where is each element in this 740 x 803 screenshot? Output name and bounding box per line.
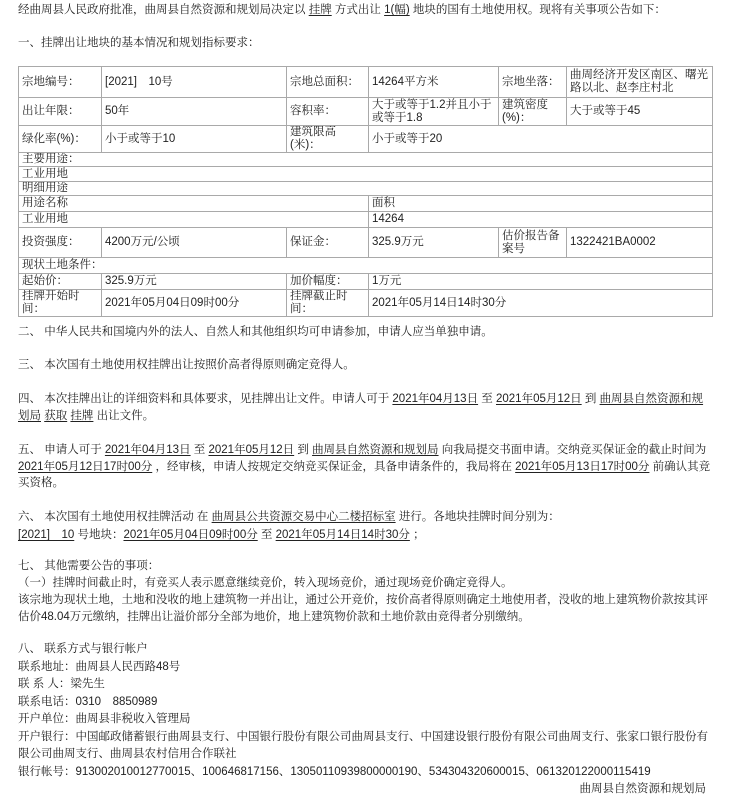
land-info-table — [18, 66, 713, 317]
contact-label: 联系电话： — [18, 695, 76, 708]
office-name: 曲周县自然资源和规划局 — [18, 393, 704, 422]
appraisal-value: 1322421BA0002 — [567, 228, 713, 258]
section-6-line-1 — [18, 509, 712, 526]
plot-ratio-label: 容积率： — [287, 98, 369, 126]
section-text: 前确认其竞买资格。 — [18, 460, 711, 489]
table-row — [19, 153, 713, 167]
date-from: 2021年04月13日 — [392, 393, 479, 405]
contact-label: 联系地址： — [18, 660, 76, 673]
appraisal-label: 估价报告备案号 — [499, 228, 567, 258]
bank-accounts — [18, 764, 712, 782]
use-name-cell: 工业用地 — [19, 212, 369, 228]
deposit-label: 保证金： — [287, 228, 369, 258]
intro-prefix: 经曲周县人民政府批准，曲周县自然资源和规划局决定以 — [18, 4, 306, 16]
contact-label: 银行帐号： — [18, 765, 76, 778]
account-holder — [18, 711, 712, 729]
land-condition-label: 现状土地条件： — [19, 258, 713, 274]
parcel-no-label: 宗地编号： — [19, 67, 102, 98]
section-text: 至 — [260, 529, 273, 541]
plot-ratio-value: 大于或等于1.2并且小于或等于1.8 — [369, 98, 499, 126]
section-number: 六、 — [18, 511, 41, 523]
green-ratio-label: 绿化率(%)： — [19, 126, 102, 153]
section-number: 二、 — [18, 326, 41, 338]
density-value: 大于或等于45 — [567, 98, 713, 126]
table-row — [19, 228, 713, 258]
term-label: 出让年限： — [19, 98, 102, 126]
section-text: 号地块： — [77, 529, 124, 541]
total-area-value: 14264平方米 — [369, 67, 499, 98]
intro-count: 1(幅) — [384, 4, 410, 16]
section-text: 至 — [193, 444, 206, 456]
section-text: 到 — [584, 393, 597, 405]
contact-value: 中国邮政储蓄银行曲周县支行、中国银行股份有限公司曲周县支行、中国建设银行股份有限公司曲周支行、张家口银行股份有限公司曲周支行、曲周县农村信用合作联社 — [18, 730, 708, 760]
section-number: 五、 — [18, 444, 41, 456]
detail-use-label: 明细用途 — [19, 182, 713, 196]
location-value: 曲周经济开发区南区、曙光路以北、赵李庄村北 — [567, 67, 713, 98]
action-word: 获取 — [44, 410, 68, 422]
listing-start: 2021年05月04日09时00分 — [123, 529, 258, 541]
contact-phone — [18, 694, 712, 712]
use-area-cell: 14264 — [369, 212, 713, 228]
contact-value: 0310 8850989 — [75, 695, 158, 708]
start-time-value: 2021年05月04日09时00分 — [102, 290, 287, 317]
method-word: 挂牌 — [70, 410, 94, 422]
section-2 — [18, 324, 712, 341]
deposit-deadline: 2021年05月12日17时00分 — [18, 460, 153, 473]
intro-mid: 方式出让 — [334, 4, 381, 16]
bank-list — [18, 729, 712, 764]
green-ratio-value: 小于或等于10 — [102, 126, 287, 153]
section-number: 四、 — [18, 393, 41, 405]
investment-value: 4200万元/公顷 — [102, 228, 287, 258]
investment-label: 投资强度： — [19, 228, 102, 258]
confirm-deadline: 2021年05月13日17时00分 — [515, 460, 650, 473]
main-use-label: 主要用途： — [19, 153, 713, 167]
contact-value: 曲周县人民西路48号 — [75, 660, 181, 673]
section-text: 本次国有土地使用权挂牌活动 — [44, 511, 194, 523]
table-row — [19, 196, 713, 212]
section-3 — [18, 357, 712, 374]
section-7-item-1: （一）挂牌时间截止时，有竞买人表示愿意继续竞价，转入现场竞价，通过现场竞价确定竞得人。 — [18, 577, 513, 589]
intro-suffix: 地块的国有土地使用权。现将有关事项公告如下： — [412, 4, 666, 16]
contact-label: 开户银行： — [18, 730, 76, 743]
main-use-value: 工业用地 — [19, 167, 713, 182]
use-name-header: 用途名称 — [19, 196, 369, 212]
deposit-value: 325.9万元 — [369, 228, 499, 258]
date-from: 2021年04月13日 — [104, 444, 191, 456]
section-title: 联系方式与银行帐户 — [44, 643, 148, 655]
section-text: 申请人可于 — [44, 444, 102, 456]
height-limit-value: 小于或等于20 — [369, 126, 713, 153]
start-price-value: 325.9万元 — [102, 274, 287, 290]
start-price-label: 起始价： — [19, 274, 102, 290]
contact-value: 梁先生 — [70, 678, 105, 690]
section-text: 到 — [297, 444, 309, 456]
section-7 — [18, 558, 712, 626]
section-title: 其他需要公告的事项： — [44, 560, 160, 572]
term-value: 50年 — [102, 98, 287, 126]
table-row — [19, 98, 713, 126]
intro-method: 挂牌 — [308, 4, 332, 16]
table-row — [19, 67, 713, 98]
end-time-label: 挂牌截止时间： — [287, 290, 369, 317]
total-area-label: 宗地总面积： — [287, 67, 369, 98]
section-4 — [18, 391, 712, 425]
section-7-note: 该宗地为现状土地，土地和没收的地上建筑物一并出让，通过公开竞价，按价高者得原则确定土地使用者，没收的地上建筑物价款按其评估价48.04万元缴纳，挂牌出让溢价部分全部为地价，地上建筑物价款和土地价款由竞得者分别缴纳。 — [18, 594, 708, 623]
increment-label: 加价幅度： — [287, 274, 369, 290]
section-5 — [18, 442, 712, 492]
parcel-no-value: [2021] 10号 — [102, 67, 287, 98]
table-row — [19, 126, 713, 153]
intro-paragraph — [18, 2, 712, 19]
section-number: 八、 — [18, 643, 41, 655]
section-text: 进行。各地块挂牌时间分别为： — [398, 511, 560, 523]
section-8 — [18, 641, 712, 799]
section-text: 向我局提交书面申请。交纳竞买保证金的截止时间为 — [441, 444, 707, 456]
date-to: 2021年05月12日 — [208, 444, 295, 456]
density-label: 建筑密度(%)： — [499, 98, 567, 126]
table-row — [19, 258, 713, 274]
contact-address — [18, 659, 712, 677]
venue-name: 曲周县公共资源交易中心二楼招标室 — [211, 511, 396, 523]
section-6 — [18, 509, 712, 544]
section-8-heading — [18, 641, 712, 659]
section-text: ； — [413, 529, 425, 541]
contact-value: 曲周县非税收入管理局 — [75, 713, 191, 725]
section-text: 至 — [481, 393, 493, 405]
increment-value: 1万元 — [369, 274, 713, 290]
section-text: 中华人民共和国境内外的法人、自然人和其他组织均可申请参加，申请人应当单独申请。 — [44, 326, 493, 338]
issuer-signature: 曲周县自然资源和规划局 — [579, 783, 706, 795]
height-limit-label: 建筑限高(米)： — [287, 126, 369, 153]
section-text: 在 — [196, 511, 209, 523]
section-1-heading: 一、挂牌出让地块的基本情况和规划指标要求： — [18, 37, 260, 49]
section-text: 出让文件。 — [96, 410, 155, 422]
office-name: 曲周县自然资源和规划局 — [312, 444, 439, 456]
section-text: 本次挂牌出让的详细资料和具体要求，见挂牌出让文件。申请人可于 — [44, 393, 390, 405]
contact-person — [18, 676, 712, 694]
contact-value: 913002010012770015、100646817156、13050110939800000190、534304320600015、061320122000115419 — [75, 765, 651, 778]
section-text: ，经审核，申请人按规定交纳竞买保证金，具备申请条件的，我局将在 — [155, 460, 512, 473]
section-number: 三、 — [18, 359, 41, 371]
table-row — [19, 212, 713, 228]
section-number: 七、 — [18, 560, 41, 572]
table-row — [19, 167, 713, 182]
section-text: 本次国有土地使用权挂牌出让按照价高者得原则确定竞得人。 — [44, 359, 355, 371]
section-7-heading — [18, 558, 712, 575]
listing-end: 2021年05月14日14时30分 — [275, 529, 410, 541]
parcel-id: [2021] 10 — [18, 529, 75, 541]
end-time-value: 2021年05月14日14时30分 — [369, 290, 713, 317]
table-row — [19, 290, 713, 317]
start-time-label: 挂牌开始时间： — [19, 290, 102, 317]
area-header: 面积 — [369, 196, 713, 212]
section-6-line-2 — [18, 527, 712, 544]
contact-label: 开户单位： — [18, 713, 76, 725]
table-row — [19, 182, 713, 196]
contact-label: 联 系 人： — [18, 678, 71, 690]
table-row — [19, 274, 713, 290]
location-label: 宗地坐落： — [499, 67, 567, 98]
date-to: 2021年05月12日 — [495, 393, 582, 405]
